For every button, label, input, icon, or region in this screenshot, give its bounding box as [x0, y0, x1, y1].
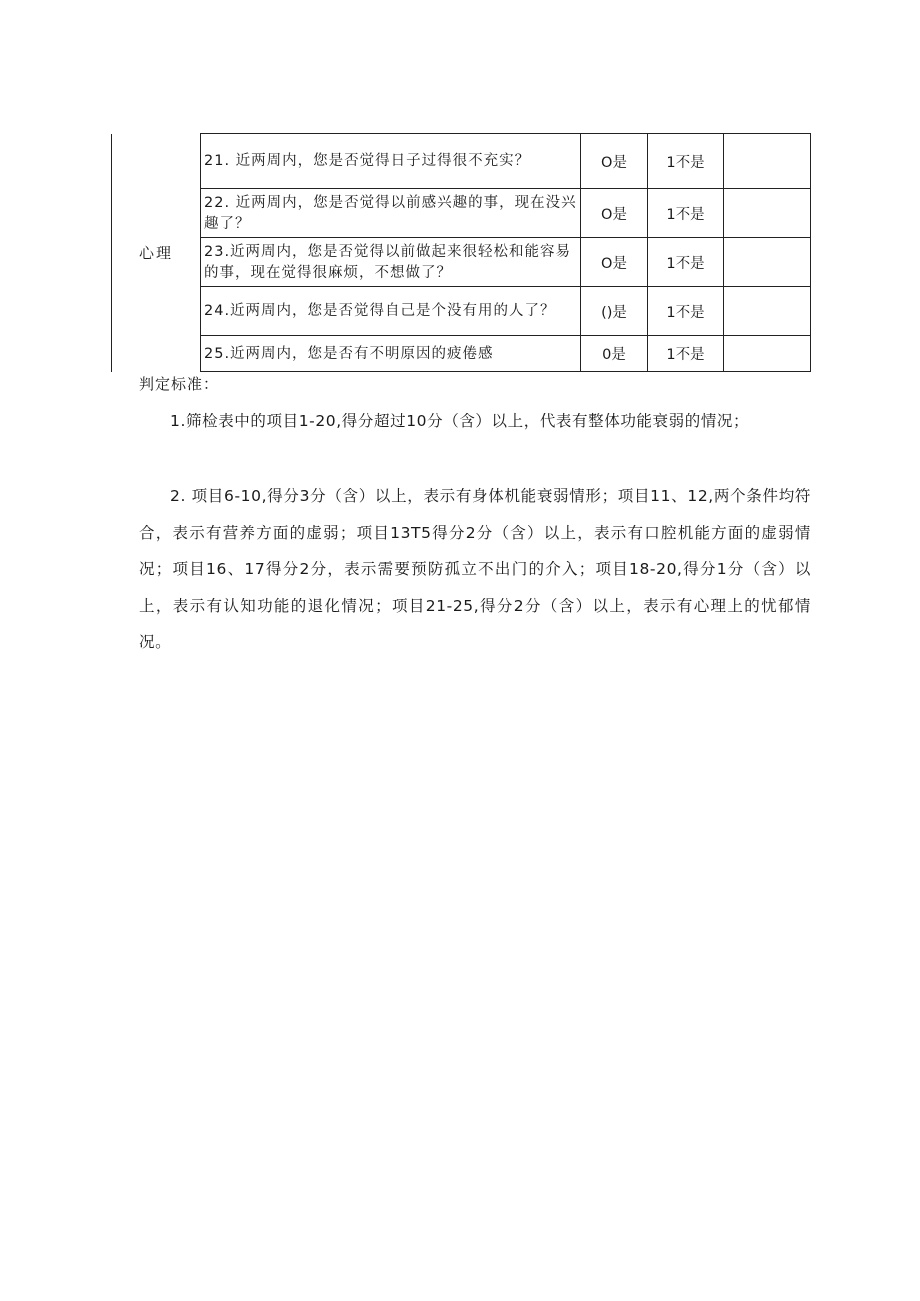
option-no-cell: 1不是	[648, 336, 724, 372]
option-yes-cell: 0是	[581, 336, 648, 372]
category-cell: 心理	[112, 134, 201, 372]
question-cell: 22. 近两周内，您是否觉得以前感兴趣的事，现在没兴趣了？	[201, 189, 581, 238]
table-row	[112, 238, 811, 287]
option-no-cell: 1不是	[648, 287, 724, 336]
option-yes-cell: O是	[581, 238, 648, 287]
score-cell	[724, 336, 811, 372]
score-cell	[724, 134, 811, 189]
score-cell	[724, 238, 811, 287]
table-row	[112, 287, 811, 336]
option-no-cell: 1不是	[648, 238, 724, 287]
question-cell: 25.近两周内，您是否有不明原因的疲倦感	[201, 336, 581, 372]
option-no-cell: 1不是	[648, 189, 724, 238]
screening-table	[111, 133, 811, 372]
option-yes-cell: ()是	[581, 287, 648, 336]
option-yes-cell: O是	[581, 134, 648, 189]
criteria-title: 判定标准：	[139, 375, 220, 393]
criteria-item-1: 1.筛检表中的项目1-20,得分超过10分（含）以上，代表有整体功能衰弱的情况；	[170, 412, 750, 430]
option-no-cell: 1不是	[648, 134, 724, 189]
score-cell	[724, 287, 811, 336]
table-row	[112, 189, 811, 238]
question-cell: 21. 近两周内，您是否觉得日子过得很不充实？	[201, 134, 581, 189]
option-yes-cell: O是	[581, 189, 648, 238]
table-row	[112, 134, 811, 189]
question-cell: 23.近两周内，您是否觉得以前做起来很轻松和能容易的事，现在觉得很麻烦，不想做了？	[201, 238, 581, 287]
score-cell	[724, 189, 811, 238]
criteria-item-2: 2. 项目6-10,得分3分（含）以上，表示有身体机能衰弱情形；项目11、12,两个条件均符合，表示有营养方面的虚弱；项目13T5得分2分（含）以上，表示有口腔机能方面的虚弱情况；项目16、17得分2分，表示需要预防孤立不出门的介入；项目18-20,得分1分（含）以上，表示有认知功能的退化情况；项目21-25,得分2分（含）以上，表示有心理上的忧郁情况。	[139, 487, 811, 651]
table-row	[112, 336, 811, 372]
question-cell: 24.近两周内，您是否觉得自己是个没有用的人了？	[201, 287, 581, 336]
